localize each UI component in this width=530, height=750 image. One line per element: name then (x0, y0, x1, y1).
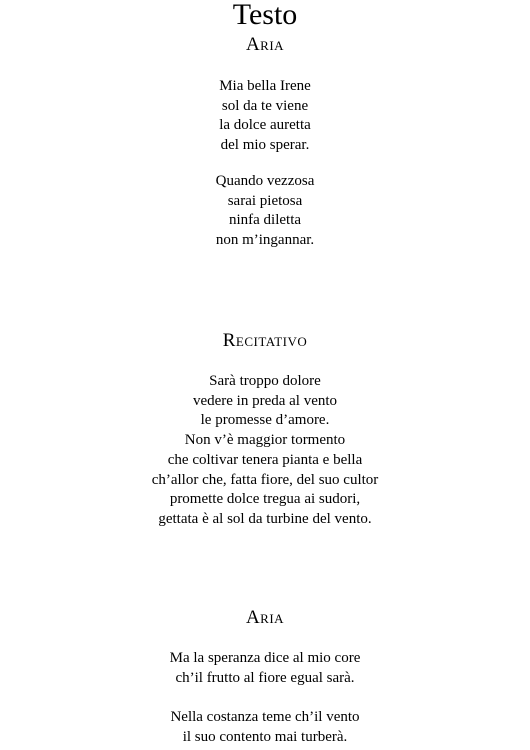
page-title: Testo (232, 0, 298, 31)
verse-line: le promesse d’amore. (200, 412, 330, 429)
stanza (0, 649, 530, 688)
verse-line: promette dolce tregua ai sudori, (169, 491, 361, 508)
verse-line: Non v’è maggior tormento (184, 432, 346, 449)
verse-line: vedere in preda al vento (192, 392, 338, 409)
verse-line: sarai pietosa (227, 192, 303, 209)
verse-line: Ma la speranza dice al mio core (169, 650, 361, 666)
stanza (0, 708, 530, 747)
verse-line: ch’allor che, fatta fiore, del suo cultor (151, 471, 379, 488)
verse-line: Nella costanza teme ch’il vento (170, 709, 360, 725)
verse-line: Quando vezzosa (215, 173, 315, 189)
verse-line: ch’il frutto al fiore egual sarà. (175, 669, 355, 686)
verse-line: gettata è al sol da turbine del vento. (158, 510, 372, 527)
verse-line: non m’ingannar. (215, 232, 315, 249)
verse-line: il suo contento mai turberà. (182, 728, 348, 745)
stanza (0, 372, 530, 530)
section-heading-aria: Aria (245, 34, 285, 55)
verse-line: del mio sperar. (220, 137, 310, 154)
stanza (0, 172, 530, 251)
verse-line: Mia bella Irene (219, 78, 311, 94)
verse-line: che coltivar tenera pianta e bella (167, 451, 363, 468)
section-heading-aria: Aria (245, 607, 285, 628)
verse-line: sol da te viene (221, 97, 309, 114)
section-heading-recitativo: Recitativo (222, 330, 308, 351)
verse-line: la dolce auretta (219, 117, 311, 134)
stanza (0, 77, 530, 156)
verse-line: Sarà troppo dolore (209, 373, 321, 389)
verse-line: ninfa diletta (228, 212, 302, 229)
